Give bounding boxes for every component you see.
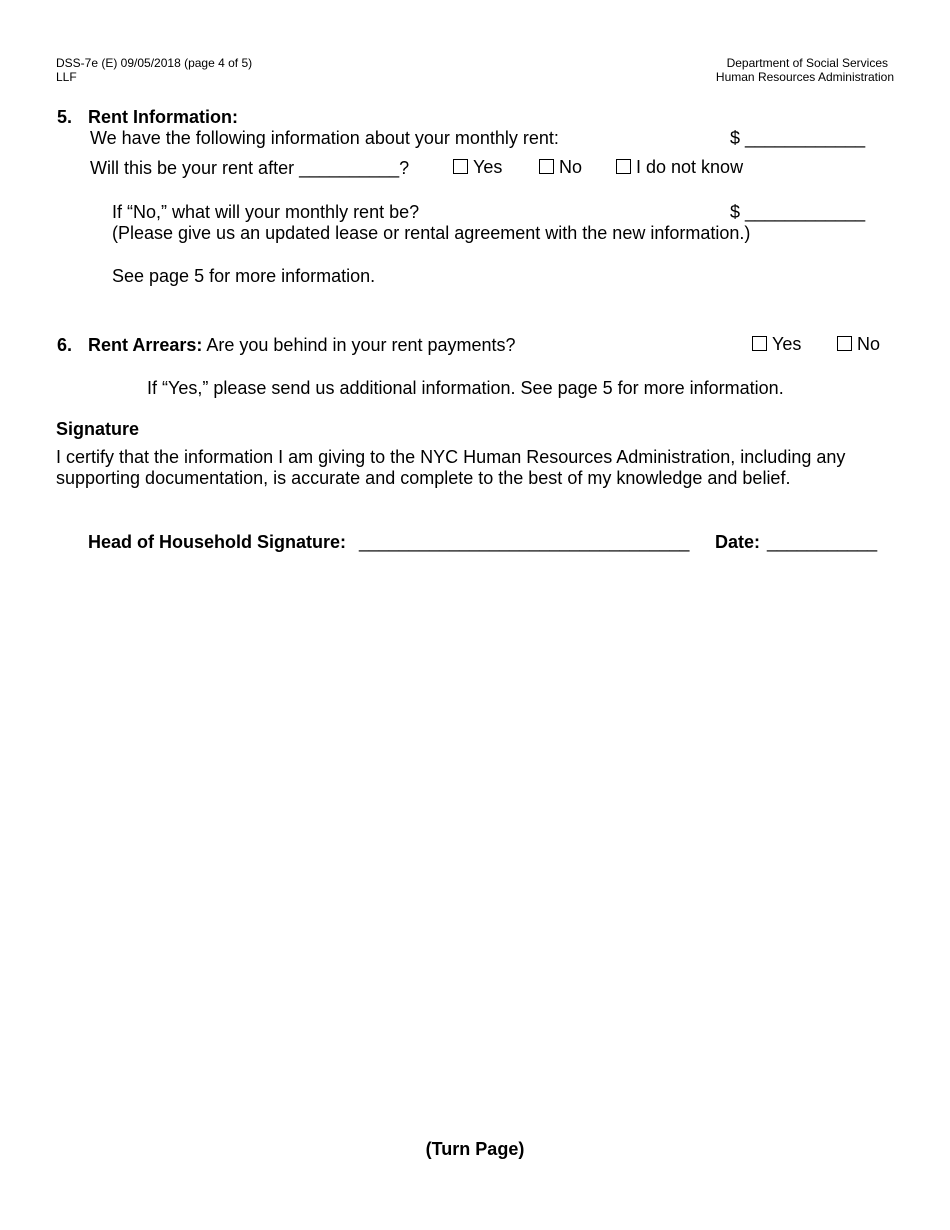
rent-after-option-dont-know[interactable]: I do not know [616,157,743,178]
arrears-no-checkbox[interactable] [837,336,852,351]
form-id: DSS-7e (E) 09/05/2018 (page 4 of 5) [56,56,253,70]
monthly-rent-field[interactable]: $ ____________ [730,128,866,148]
date-label: Date: [715,532,761,552]
agency-name: Human Resources Administration [715,70,894,84]
rent-arrears-question [88,335,516,356]
turn-page-note: (Turn Page) [425,1139,525,1159]
section6-title: Rent Arrears: [88,335,203,355]
dont-know-checkbox[interactable] [616,159,631,174]
arrears-yes-checkbox[interactable] [752,336,767,351]
form-code: LLF [56,70,77,84]
section6-question-text: Are you behind in your rent payments? [202,335,516,355]
rent-after-option-yes[interactable]: Yes [453,157,502,178]
department-name: Department of Social Services [726,56,888,70]
monthly-rent-label: We have the following information about your monthly rent: [90,128,559,148]
updated-lease-note: (Please give us an updated lease or rental agreement with the new information.) [112,223,751,243]
if-yes-note: If “Yes,” please send us additional information. See page 5 for more information. [147,378,784,398]
certify-line-2: supporting documentation, is accurate and complete to the best of my knowledge and belief. [56,468,791,488]
rent-after-option-no[interactable]: No [539,157,582,178]
signature-field[interactable]: _________________________________ [359,532,690,552]
if-no-rent-label: If “No,” what will your monthly rent be? [112,202,420,222]
arrears-option-yes[interactable]: Yes [752,334,801,355]
date-field[interactable]: ___________ [767,532,878,552]
new-rent-field[interactable]: $ ____________ [730,202,866,222]
signature-label: Head of Household Signature: [88,532,347,552]
see-page-note: See page 5 for more information. [112,266,376,286]
section5-number: 5. [57,107,73,127]
arrears-option-no[interactable]: No [837,334,880,355]
no-checkbox[interactable] [539,159,554,174]
yes-checkbox[interactable] [453,159,468,174]
certify-line-1: I certify that the information I am giving to the NYC Human Resources Administration, including any [56,447,846,467]
section5-title: Rent Information: [88,107,238,127]
signature-heading: Signature [56,419,140,439]
section6-number: 6. [57,335,73,355]
rent-after-question: Will this be your rent after __________? [90,158,410,178]
